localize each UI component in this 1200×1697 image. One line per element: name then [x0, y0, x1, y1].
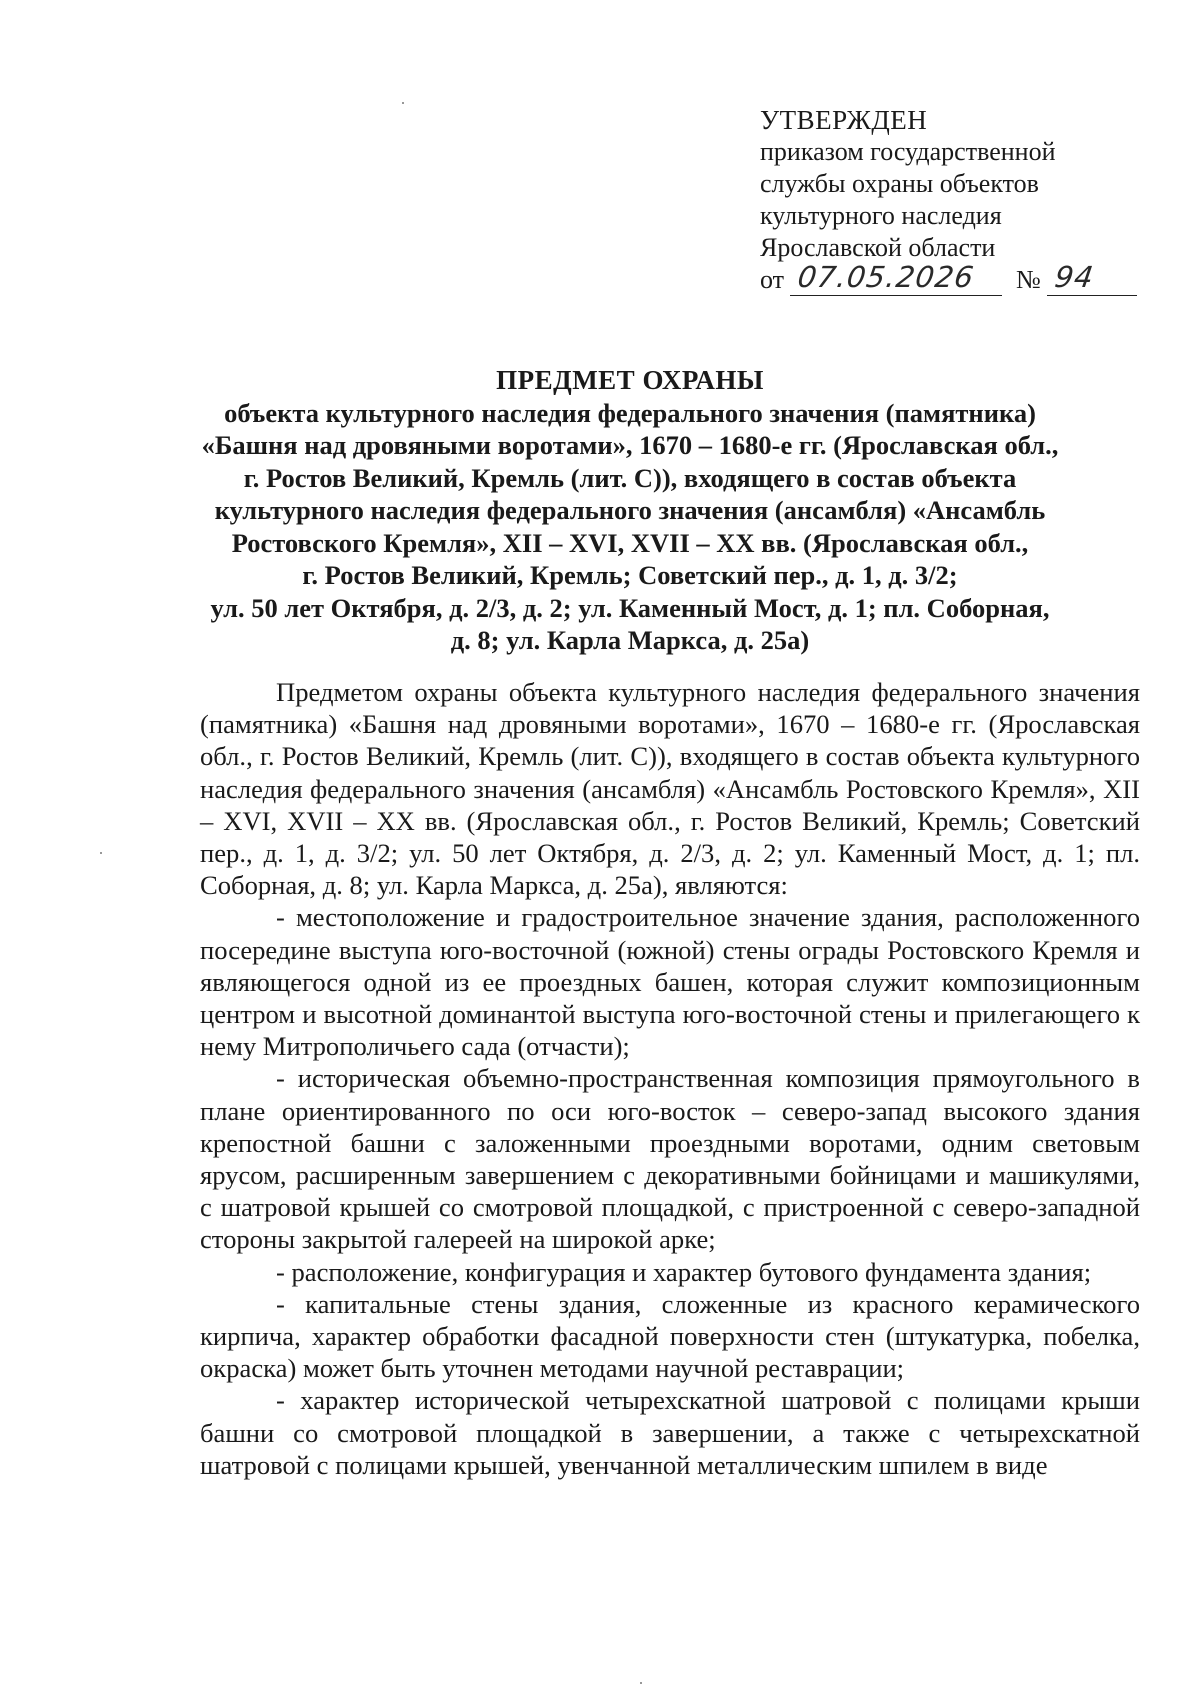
heading-line: объекта культурного наследия федерального значения (памятника): [224, 397, 1036, 428]
approval-line-4: Ярославской области: [760, 233, 996, 262]
heading-line: г. Ростов Великий, Кремль; Советский пер., д. 1, д. 3/2;: [302, 560, 958, 590]
body-paragraph-item: - историческая объемно-пространственная композиция прямоугольного в плане ориентированного по оси юго-восток – северо-запад высокого здания крепостной башни с заложенными проездными воротами, одним световым ярусом, расширенным завершением с декоративными бойницами и машикулями, с шатровой крышей со смотровой площадкой, с пристроенной с северо-западной стороны закрытой галереей на широкой арке;: [200, 1063, 1140, 1255]
heading-line: ул. 50 лет Октября, д. 2/3, д. 2; ул. Каменный Мост, д. 1; пл. Соборная,: [210, 592, 1050, 623]
number-field: [1047, 260, 1137, 296]
heading-title: ПРЕДМЕТ ОХРАНЫ: [496, 365, 764, 395]
handwritten-date: 07.05.2026: [795, 260, 977, 294]
handwritten-number: 94: [1052, 260, 1097, 294]
heading-line: Ростовского Кремля», XII – XVI, XVII – XX вв. (Ярославская обл.,: [231, 527, 1029, 558]
approval-date-number-row: [760, 260, 1140, 296]
approval-block: [760, 104, 1140, 296]
document-body: [200, 676, 1140, 1481]
body-paragraph-item: - расположение, конфигурация и характер бутового фундамента здания;: [276, 1256, 1092, 1287]
approval-line-1: приказом государственной: [760, 137, 1056, 166]
heading-line: культурного наследия федерального значения (ансамбля) «Ансамбль: [214, 495, 1046, 525]
heading-line: «Башня над дровяными воротами», 1670 – 1680-е гг. (Ярославская обл.,: [201, 430, 1059, 460]
approval-title: УТВЕРЖДЕН: [760, 105, 928, 135]
body-paragraph-item: - характер исторической четырехскатной шатровой с полицами крыши башни со смотровой площадкой в завершении, а также с четырехскатной шатровой с полицами крышей, увенчанной металлическим шпилем в виде: [200, 1385, 1140, 1480]
number-label: №: [1016, 265, 1041, 294]
scan-speck: [640, 1682, 642, 1684]
date-field: [790, 260, 1002, 296]
heading-line: д. 8; ул. Карла Маркса, д. 25а): [450, 625, 810, 655]
document-heading: [150, 364, 1110, 657]
approval-line-3: культурного наследия: [760, 201, 1002, 230]
heading-line: г. Ростов Великий, Кремль (лит. С)), входящего в состав объекта: [243, 462, 1017, 493]
body-paragraph-item: - капитальные стены здания, сложенные из красного керамического кирпича, характер обработки фасадной поверхности стен (штукатурка, побелка, окраска) может быть уточнен методами научной реставрации;: [200, 1288, 1140, 1384]
scan-speck: [100, 852, 102, 854]
from-label: от: [760, 265, 785, 294]
body-paragraph-item: - местоположение и градостроительное значение здания, расположенного посередине выступа юго-восточной (южной) стены ограды Ростовского Кремля и являющегося одной из ее проездных башен, которая служит композиционным центром и высотной доминантой выступа юго-восточной стены и прилегающего к нему Митрополичьего сада (отчасти);: [200, 902, 1140, 1062]
scan-speck: [402, 102, 404, 104]
approval-line-2: службы охраны объектов: [760, 169, 1039, 198]
body-paragraph-intro: Предметом охраны объекта культурного наследия федерального значения (памятника) «Башня над дровяными воротами», 1670 – 1680-е гг. (Ярославская обл., г. Ростов Великий, Кремль (лит. С)), входящего в состав объекта культурного наследия федерального значения (ансамбля) «Ансамбль Ростовского Кремля», XII – XVI, XVII – XX вв. (Ярославская обл., г. Ростов Великий, Кремль; Советский пер., д. 1, д. 3/2; ул. 50 лет Октября, д. 2/3, д. 2; ул. Каменный Мост, д. 1; пл. Соборная, д. 8; ул. Карла Маркса, д. 25а), являются:: [200, 677, 1140, 901]
